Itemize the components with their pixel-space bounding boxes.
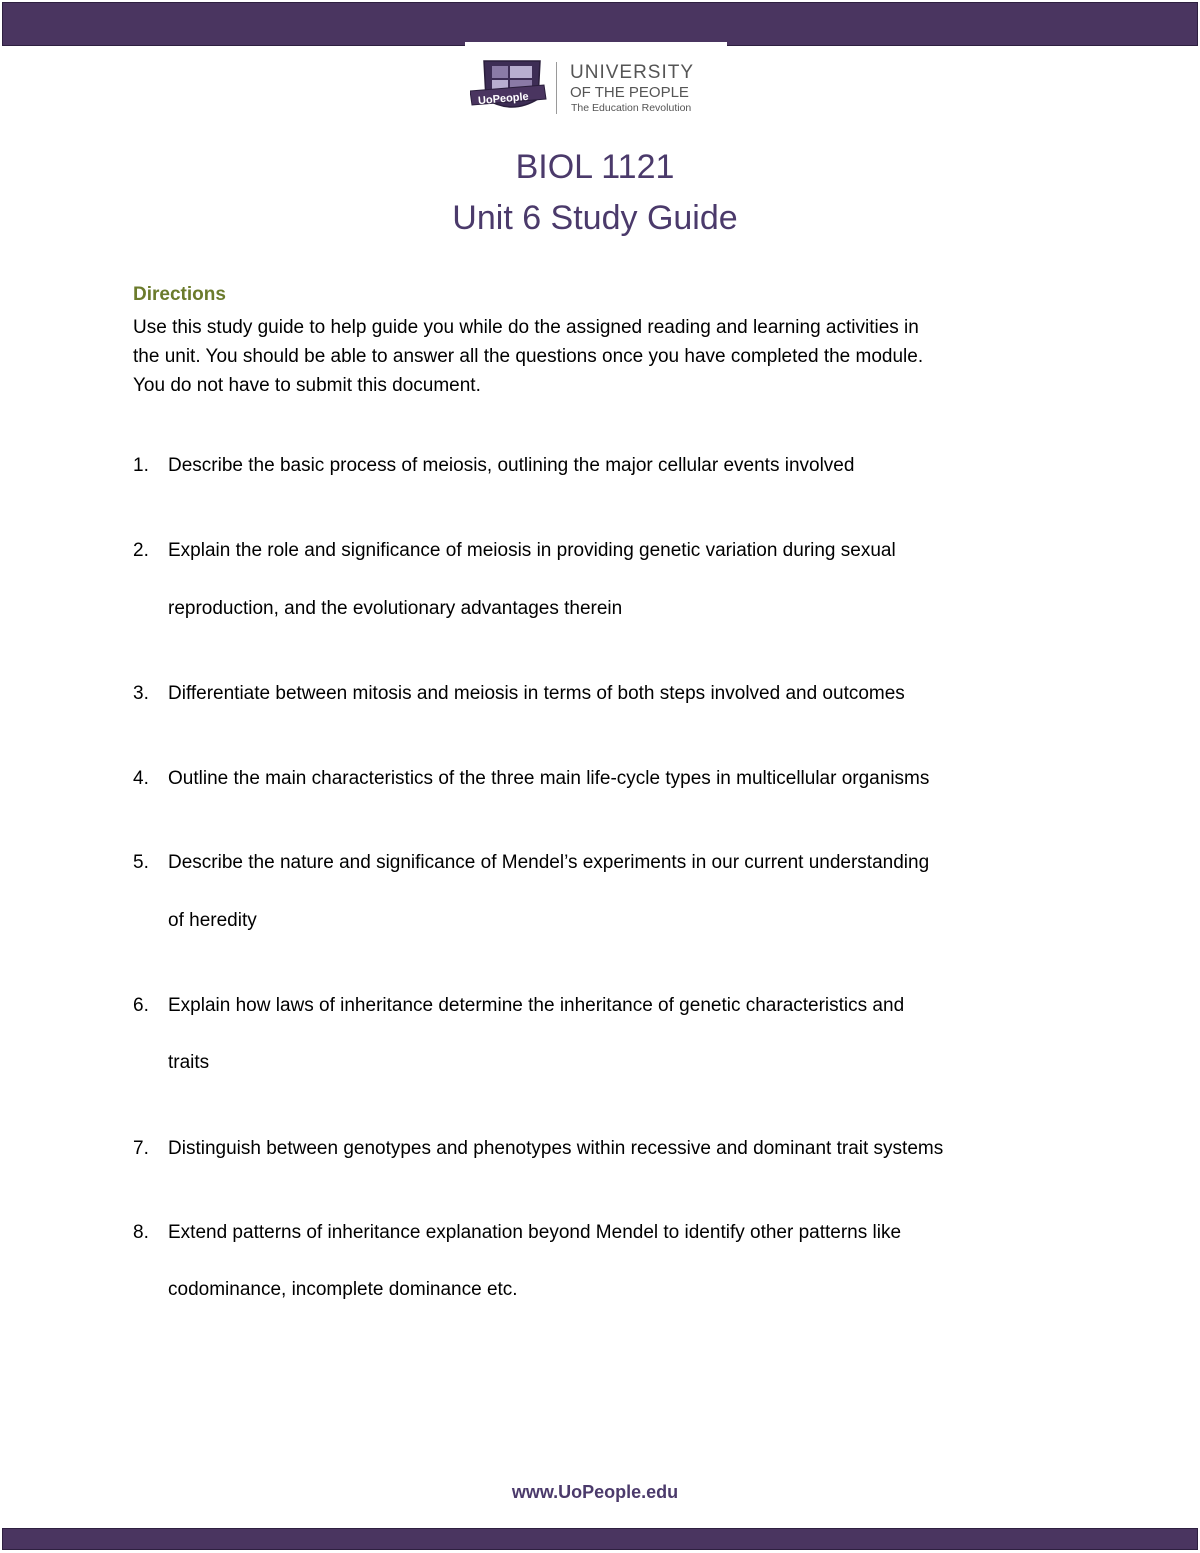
top-bar — [2, 2, 1198, 46]
footer-website-link[interactable]: www.UoPeople.edu — [511, 1482, 679, 1502]
question-text-continued: traits — [168, 1052, 210, 1073]
logo-university-text: UNIVERSITY — [570, 62, 695, 83]
directions-line: Use this study guide to help guide you while do the assigned reading and learning activities in — [133, 317, 919, 338]
question-number: 2. — [133, 540, 149, 561]
document-title: Unit 6 Study Guide — [452, 199, 738, 237]
question-text-continued: reproduction, and the evolutionary advantages therein — [168, 598, 623, 619]
question-number: 8. — [133, 1222, 149, 1243]
question-text: Extend patterns of inheritance explanation beyond Mendel to identify other patterns like — [168, 1222, 902, 1243]
logo-of-the-people-text: OF THE PEOPLE — [570, 84, 689, 101]
question-text: Explain the role and significance of meiosis in providing genetic variation during sexual — [168, 540, 896, 561]
question-number: 5. — [133, 852, 149, 873]
question-text: Explain how laws of inheritance determine the inheritance of genetic characteristics and — [168, 995, 905, 1016]
logo-tagline-text: The Education Revolution — [571, 102, 692, 114]
question-text: Describe the nature and significance of Mendel’s experiments in our current understanding — [168, 852, 930, 873]
directions-heading: Directions — [133, 284, 226, 305]
question-text: Distinguish between genotypes and phenotypes within recessive and dominant trait systems — [168, 1138, 944, 1159]
bottom-bar — [2, 1528, 1198, 1550]
question-number: 3. — [133, 683, 149, 704]
question-number: 1. — [133, 455, 149, 476]
directions-line: the unit. You should be able to answer all the questions once you have completed the module. — [133, 346, 924, 367]
question-number: 7. — [133, 1138, 149, 1159]
question-text: Differentiate between mitosis and meiosis in terms of both steps involved and outcomes — [168, 683, 905, 704]
course-title: BIOL 1121 — [515, 148, 675, 186]
question-text: Outline the main characteristics of the three main life-cycle types in multicellular organisms — [168, 768, 930, 789]
question-text: Describe the basic process of meiosis, outlining the major cellular events involved — [168, 455, 855, 476]
logo-divider — [556, 62, 557, 114]
logo-badge-text: UoPeople — [477, 90, 530, 108]
directions-body — [133, 313, 1053, 400]
directions-line: You do not have to submit this document. — [133, 375, 481, 396]
question-number: 4. — [133, 768, 149, 789]
question-text-continued: of heredity — [168, 910, 257, 931]
question-text-continued: codominance, incomplete dominance etc. — [168, 1279, 518, 1300]
question-number: 6. — [133, 995, 149, 1016]
